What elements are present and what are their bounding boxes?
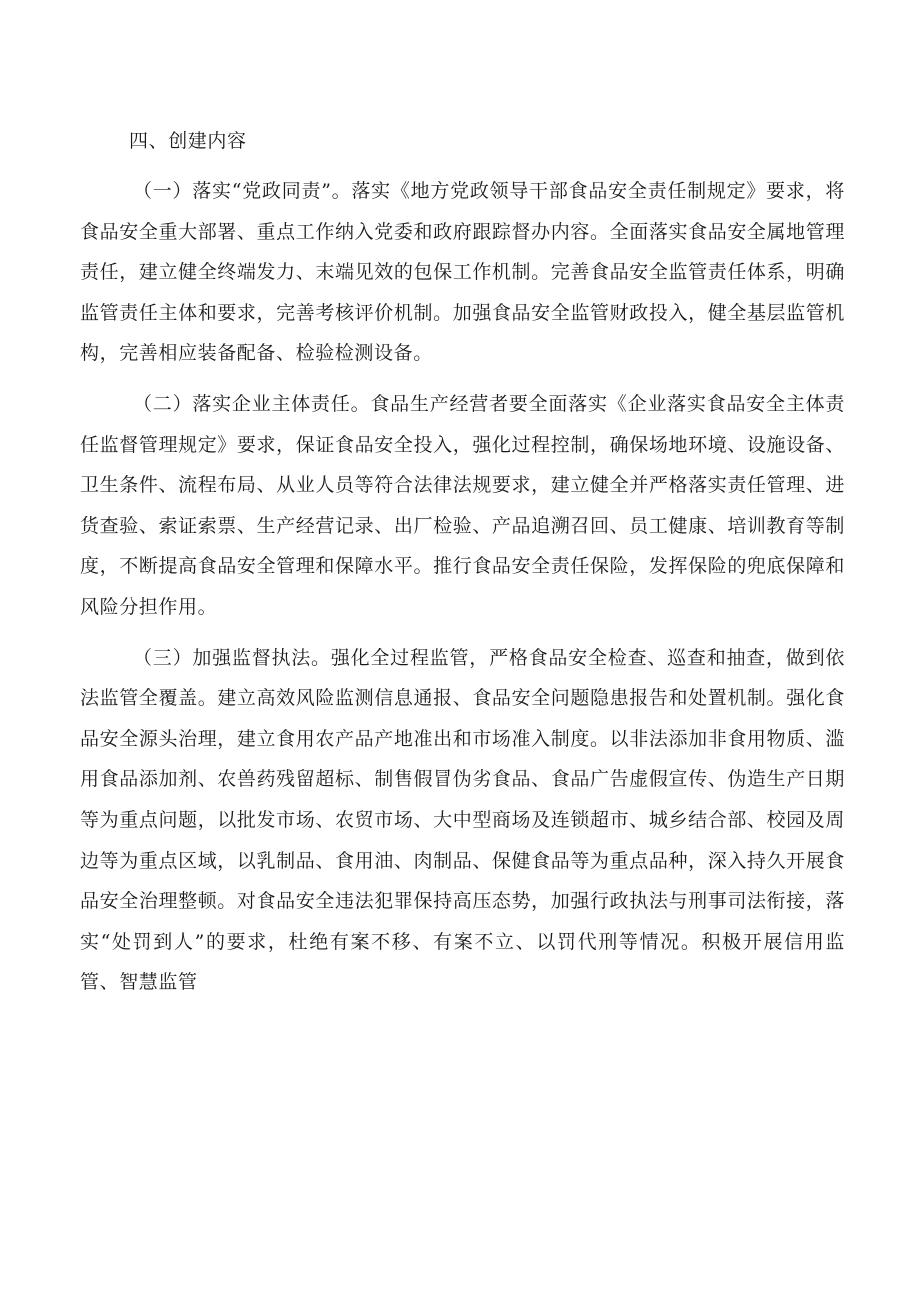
paragraph-party-responsibility: （一）落实“党政同责”。落实《地方党政领导干部食品安全责任制规定》要求，将食品安全重大部署、重点工作纳入党委和政府跟踪督办内容。全面落实食品安全属地管理责任，建立健全终端发力、末端见效的包保工作机制。完善食品安全监管责任体系，明确监管责任主体和要求，完善考核评价机制。加强食品安全监管财政投入，健全基层监管机构，完善相应装备配备、检验检测设备。: [80, 180, 845, 365]
paragraph-supervision-enforcement: （三）加强监督执法。强化全过程监管，严格食品安全检查、巡查和抽查，做到依法监管全覆盖。建立高效风险监测信息通报、食品安全问题隐患报告和处置机制。强化食品安全源头治理，建立食用农产品产地准出和市场准入制度。以非法添加非食用物质、滥用食品添加剂、农兽药残留超标、制售假冒伪劣食品、食品广告虚假宣传、伪造生产日期等为重点问题，以批发市场、农贸市场、大中型商场及连锁超市、城乡结合部、校园及周边等为重点区域，以乳制品、食用油、肉制品、保健食品等为重点品种，深入持久开展食品安全治理整顿。对食品安全违法犯罪保持高压态势，加强行政执法与刑事司法衔接，落实“处罚到人”的要求，杜绝有案不移、有案不立、以罚代刑等情况。积极开展信用监管、智慧监管: [80, 646, 845, 994]
document-body: [80, 121, 845, 1003]
paragraph-enterprise-responsibility: （二）落实企业主体责任。食品生产经营者要全面落实《企业落实食品安全主体责任监督管理规定》要求，保证食品安全投入，强化过程控制，确保场地环境、设施设备、卫生条件、流程布局、从业人员等符合法律法规要求，建立健全并严格落实责任管理、进货查验、索证索票、生产经营记录、出厂检验、产品追溯召回、员工健康、培训教育等制度，不断提高食品安全管理和保障水平。推行食品安全责任保险，发挥保险的兜底保障和风险分担作用。: [80, 392, 845, 618]
section-heading: 四、创建内容: [129, 130, 247, 152]
